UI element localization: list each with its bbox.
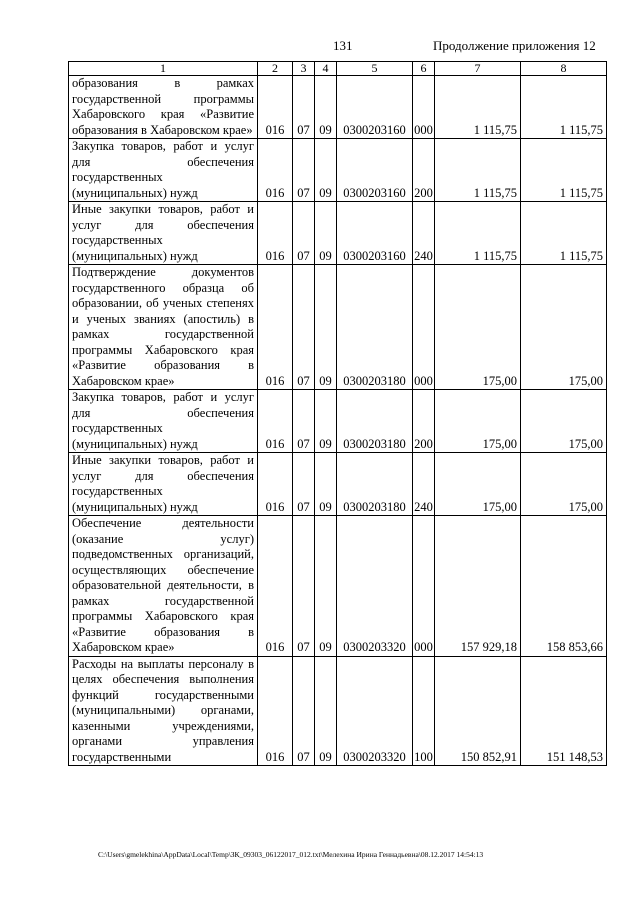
expense-type-code: 000 (413, 265, 435, 390)
section-code: 07 (293, 265, 315, 390)
column-header: 3 (293, 62, 315, 76)
table-row (69, 139, 607, 202)
page-number: 131 (333, 38, 353, 53)
expense-type-code: 240 (413, 202, 435, 265)
section-code: 07 (293, 139, 315, 202)
row-description: Закупка товаров, работ и услуг для обеспечения государственных (муниципальных) нужд (69, 139, 258, 202)
section-code: 07 (293, 453, 315, 516)
expense-type-code: 100 (413, 656, 435, 766)
column-numbers-row (69, 62, 607, 76)
target-article-code: 0300203320 (337, 656, 413, 766)
amount-year-2: 151 148,53 (521, 656, 607, 766)
target-article-code: 0300203160 (337, 139, 413, 202)
section-code: 07 (293, 516, 315, 657)
table-row (69, 453, 607, 516)
continuation-label: Продолжение приложения 12 (433, 38, 596, 53)
ministry-code: 016 (258, 390, 293, 453)
amount-year-1: 150 852,91 (435, 656, 521, 766)
amount-year-2: 175,00 (521, 265, 607, 390)
ministry-code: 016 (258, 202, 293, 265)
row-description: Обеспечение деятельности (оказание услуг) подведомственных организаций, осуществляющих обеспечение образовательной деятельности, в рамках государственной программы Хабаровского края «Развитие образования в Хабаровском крае» (69, 516, 258, 657)
row-description: Подтверждение документов государственного образца об образовании, об ученых степенях и ученых званиях (апостиль) в рамках государственной программы Хабаровского края «Развитие образования в Хабаровском крае» (69, 265, 258, 390)
column-header: 4 (315, 62, 337, 76)
amount-year-2: 1 115,75 (521, 76, 607, 139)
target-article-code: 0300203180 (337, 453, 413, 516)
subsection-code: 09 (315, 202, 337, 265)
ministry-code: 016 (258, 139, 293, 202)
ministry-code: 016 (258, 656, 293, 766)
column-header: 7 (435, 62, 521, 76)
target-article-code: 0300203180 (337, 390, 413, 453)
subsection-code: 09 (315, 516, 337, 657)
target-article-code: 0300203180 (337, 265, 413, 390)
amount-year-2: 158 853,66 (521, 516, 607, 657)
row-description: Расходы на выплаты персоналу в целях обеспечения выполнения функций государственными (муниципальными) органами, казенными учреждениями, органами управления государственными (69, 656, 258, 766)
row-description: образования в рамках государственной программы Хабаровского края «Развитие образования в Хабаровском крае» (69, 76, 258, 139)
amount-year-1: 1 115,75 (435, 202, 521, 265)
column-header: 8 (521, 62, 607, 76)
subsection-code: 09 (315, 76, 337, 139)
ministry-code: 016 (258, 76, 293, 139)
target-article-code: 0300203320 (337, 516, 413, 657)
row-description: Закупка товаров, работ и услуг для обеспечения государственных (муниципальных) нужд (69, 390, 258, 453)
table-row (69, 265, 607, 390)
expense-type-code: 200 (413, 139, 435, 202)
target-article-code: 0300203160 (337, 202, 413, 265)
amount-year-1: 175,00 (435, 390, 521, 453)
table-row (69, 390, 607, 453)
ministry-code: 016 (258, 453, 293, 516)
table-row (69, 656, 607, 766)
subsection-code: 09 (315, 139, 337, 202)
target-article-code: 0300203160 (337, 76, 413, 139)
subsection-code: 09 (315, 265, 337, 390)
section-code: 07 (293, 76, 315, 139)
section-code: 07 (293, 656, 315, 766)
table-row (69, 76, 607, 139)
ministry-code: 016 (258, 265, 293, 390)
amount-year-2: 1 115,75 (521, 202, 607, 265)
subsection-code: 09 (315, 390, 337, 453)
subsection-code: 09 (315, 453, 337, 516)
file-path-footer: C:\Users\gmelekhina\AppData\Local\Temp\ЗК_09303_06122017_012.txt\Мелехина Ирина Геннадьевна\08.12.2017 14:54:13 (98, 850, 484, 859)
column-header: 6 (413, 62, 435, 76)
column-header: 5 (337, 62, 413, 76)
amount-year-2: 175,00 (521, 453, 607, 516)
table-row (69, 202, 607, 265)
amount-year-1: 1 115,75 (435, 139, 521, 202)
expense-type-code: 240 (413, 453, 435, 516)
amount-year-1: 1 115,75 (435, 76, 521, 139)
row-description: Иные закупки товаров, работ и услуг для обеспечения государственных (муниципальных) нужд (69, 453, 258, 516)
row-description: Иные закупки товаров, работ и услуг для обеспечения государственных (муниципальных) нужд (69, 202, 258, 265)
amount-year-1: 175,00 (435, 453, 521, 516)
ministry-code: 016 (258, 516, 293, 657)
column-header: 2 (258, 62, 293, 76)
budget-table (68, 61, 607, 766)
section-code: 07 (293, 390, 315, 453)
amount-year-2: 1 115,75 (521, 139, 607, 202)
amount-year-2: 175,00 (521, 390, 607, 453)
column-header: 1 (69, 62, 258, 76)
amount-year-1: 175,00 (435, 265, 521, 390)
amount-year-1: 157 929,18 (435, 516, 521, 657)
table-row (69, 516, 607, 657)
expense-type-code: 000 (413, 76, 435, 139)
expense-type-code: 200 (413, 390, 435, 453)
expense-type-code: 000 (413, 516, 435, 657)
subsection-code: 09 (315, 656, 337, 766)
section-code: 07 (293, 202, 315, 265)
